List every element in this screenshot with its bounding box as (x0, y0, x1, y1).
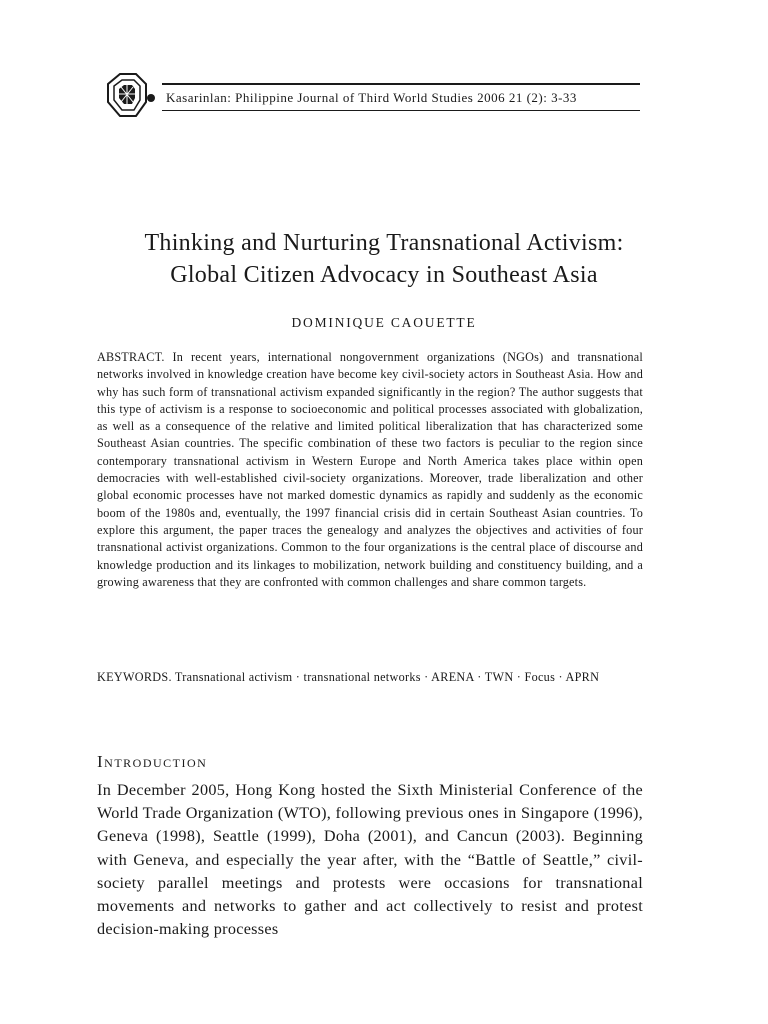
journal-header (98, 72, 642, 122)
header-rule-bottom (162, 110, 640, 111)
author-name: DOMINIQUE CAOUETTE (291, 315, 477, 330)
introduction-heading: Introduction (97, 752, 208, 771)
keywords-paragraph: KEYWORDS. Transnational activism · transnational networks · ARENA · TWN · Focus · APRN (97, 670, 600, 684)
article-title-line-1: Thinking and Nurturing Transnational Activism: (144, 230, 624, 256)
journal-logo-icon (98, 72, 158, 122)
journal-citation: Kasarinlan: Philippine Journal of Third World Studies 2006 21 (2): 3-33 (166, 90, 577, 105)
abstract-paragraph: ABSTRACT. In recent years, international nongovernment organizations (NGOs) and transnational networks involved in knowledge creation have become key civil-society actors in Southeast Asia. How and why has such form of transnational activism expanded significantly in the region? The author suggests that this type of activism is a response to socioeconomic and political processes associated with globalization, as well as a consequence of the relative and limited political liberalization that has characterized some Southeast Asian countries. The specific combination of these two factors is peculiar to the region since contemporary transnational activism in Western Europe and North America takes place within open democracies with well-established civil-society organizations. Moreover, trade liberalization and other global economic processes have not marked domestic dynamics as rapidly and suddenly as the economic boom of the 1980s and, eventually, the 1997 financial crisis did in certain Southeast Asian countries. To explore this argument, the paper traces the genealogy and analyzes the objectives and activities of four transnational activist organizations. Common to the four organizations is the central place of discourse and knowledge production and its linkages to mobilization, network building and constituency building, and a growing awareness that they are confronted with common challenges and share common targets. (97, 350, 643, 589)
header-rule-top (162, 83, 640, 85)
article-title-line-2: Global Citizen Advocacy in Southeast Asia (170, 262, 598, 288)
introduction-paragraph: In December 2005, Hong Kong hosted the Sixth Ministerial Conference of the World Trade Organization (WTO), following previous ones in Singapore (1996), Geneva (1998), Seattle (1999), Doha (2001), and Cancun (2003). Beginning with Geneva, and especially the year after, with the “Battle of Seattle,” civil-society parallel meetings and protests were occasions for transnational movements and networks to gather and act collectively to resist and protest decision-making processes (97, 781, 643, 939)
